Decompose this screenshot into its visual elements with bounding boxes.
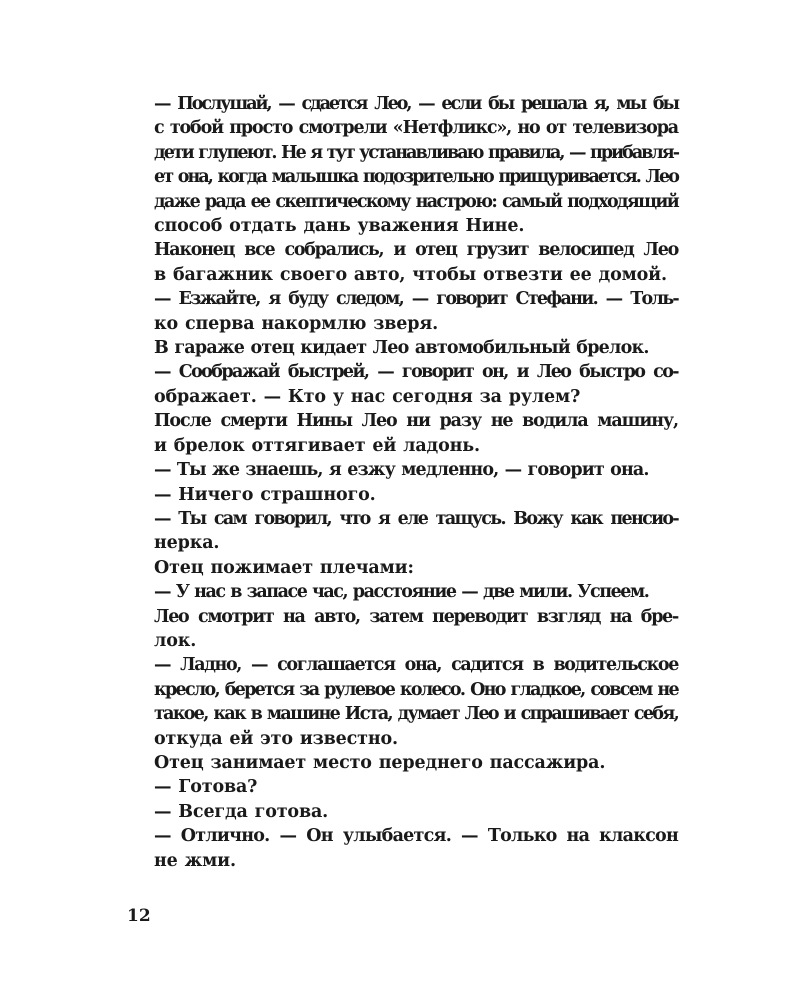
text-line: кресло, берется за рулевое колесо. Оно гладкое, совсем не xyxy=(154,679,678,700)
text-line: ображает. — Кто у нас сегодня за рулем? xyxy=(154,386,581,407)
text-line: — Ты же знаешь, я езжу медленно, — говорит она. xyxy=(154,460,649,481)
text-line: Наконец все собрались, и отец грузит велосипед Лео xyxy=(154,240,678,261)
text-line: — Отлично. — Он улыбается. — Только на клаксон xyxy=(154,826,678,847)
text-line: ет она, когда малышка подозрительно прищуривается. Лео xyxy=(154,167,678,188)
paragraph xyxy=(127,238,678,287)
text-line: дети глупеют. Не я тут устанавливаю правила, — прибавля- xyxy=(154,142,678,163)
text-line: способ отдать дань уважения Нине. xyxy=(154,216,525,237)
paragraph xyxy=(127,507,678,556)
text-line: не жми. xyxy=(154,850,236,871)
text-line: в багажник своего авто, чтобы отвезти ее домой. xyxy=(154,264,667,285)
text-line: — Ты сам говорил, что я еле тащусь. Вожу как пенсио- xyxy=(154,508,678,529)
text-line: нерка. xyxy=(154,533,220,554)
text-line: лок. xyxy=(154,630,197,651)
paragraph xyxy=(127,92,678,238)
paragraph xyxy=(127,824,678,873)
paragraph xyxy=(127,751,678,775)
paragraph xyxy=(127,580,678,604)
text-line: такое, как в машине Иста, думает Лео и спрашивает себя, xyxy=(154,704,678,725)
text-line: — Ничего страшного. xyxy=(154,484,376,505)
text-line: — Ладно, — соглашается она, садится в водительское xyxy=(154,655,678,676)
text-line: и брелок оттягивает ей ладонь. xyxy=(154,435,480,456)
paragraph xyxy=(127,775,678,799)
text-line: — Всегда готова. xyxy=(154,801,329,822)
text-line: — Езжайте, я буду следом, — говорит Стефани. — Толь- xyxy=(154,289,678,310)
paragraph xyxy=(127,556,678,580)
text-line: Отец занимает место переднего пассажира. xyxy=(154,752,606,773)
paragraph xyxy=(127,287,678,336)
paragraph xyxy=(127,458,678,482)
text-line: Лео смотрит на авто, затем переводит взгляд на бре- xyxy=(154,606,678,627)
text-line: ко сперва накормлю зверя. xyxy=(154,313,439,334)
paragraph xyxy=(127,653,678,751)
text-line: — У нас в запасе час, расстояние — две мили. Успеем. xyxy=(154,582,649,603)
text-line: — Соображай быстрей, — говорит он, и Лео быстро со- xyxy=(154,362,678,383)
text-line: После смерти Нины Лео ни разу не водила машину, xyxy=(154,411,678,432)
paragraph xyxy=(127,409,678,458)
text-line: откуда ей это известно. xyxy=(154,728,398,749)
body-text xyxy=(127,92,678,873)
text-line: — Послушай, — сдается Лео, — если бы решала я, мы бы xyxy=(154,94,678,114)
paragraph xyxy=(127,360,678,409)
page-number: 12 xyxy=(127,906,151,926)
paragraph xyxy=(127,483,678,507)
text-line: Отец пожимает плечами: xyxy=(154,557,414,578)
paragraph xyxy=(127,605,678,654)
text-line: с тобой просто смотрели «Нетфликс», но от телевизора xyxy=(154,118,678,139)
text-line: даже рада ее скептическому настрою: самый подходящий xyxy=(154,191,678,212)
text-line: — Готова? xyxy=(154,777,258,798)
paragraph xyxy=(127,336,678,360)
paragraph xyxy=(127,800,678,824)
text-line: В гараже отец кидает Лео автомобильный брелок. xyxy=(154,338,649,359)
